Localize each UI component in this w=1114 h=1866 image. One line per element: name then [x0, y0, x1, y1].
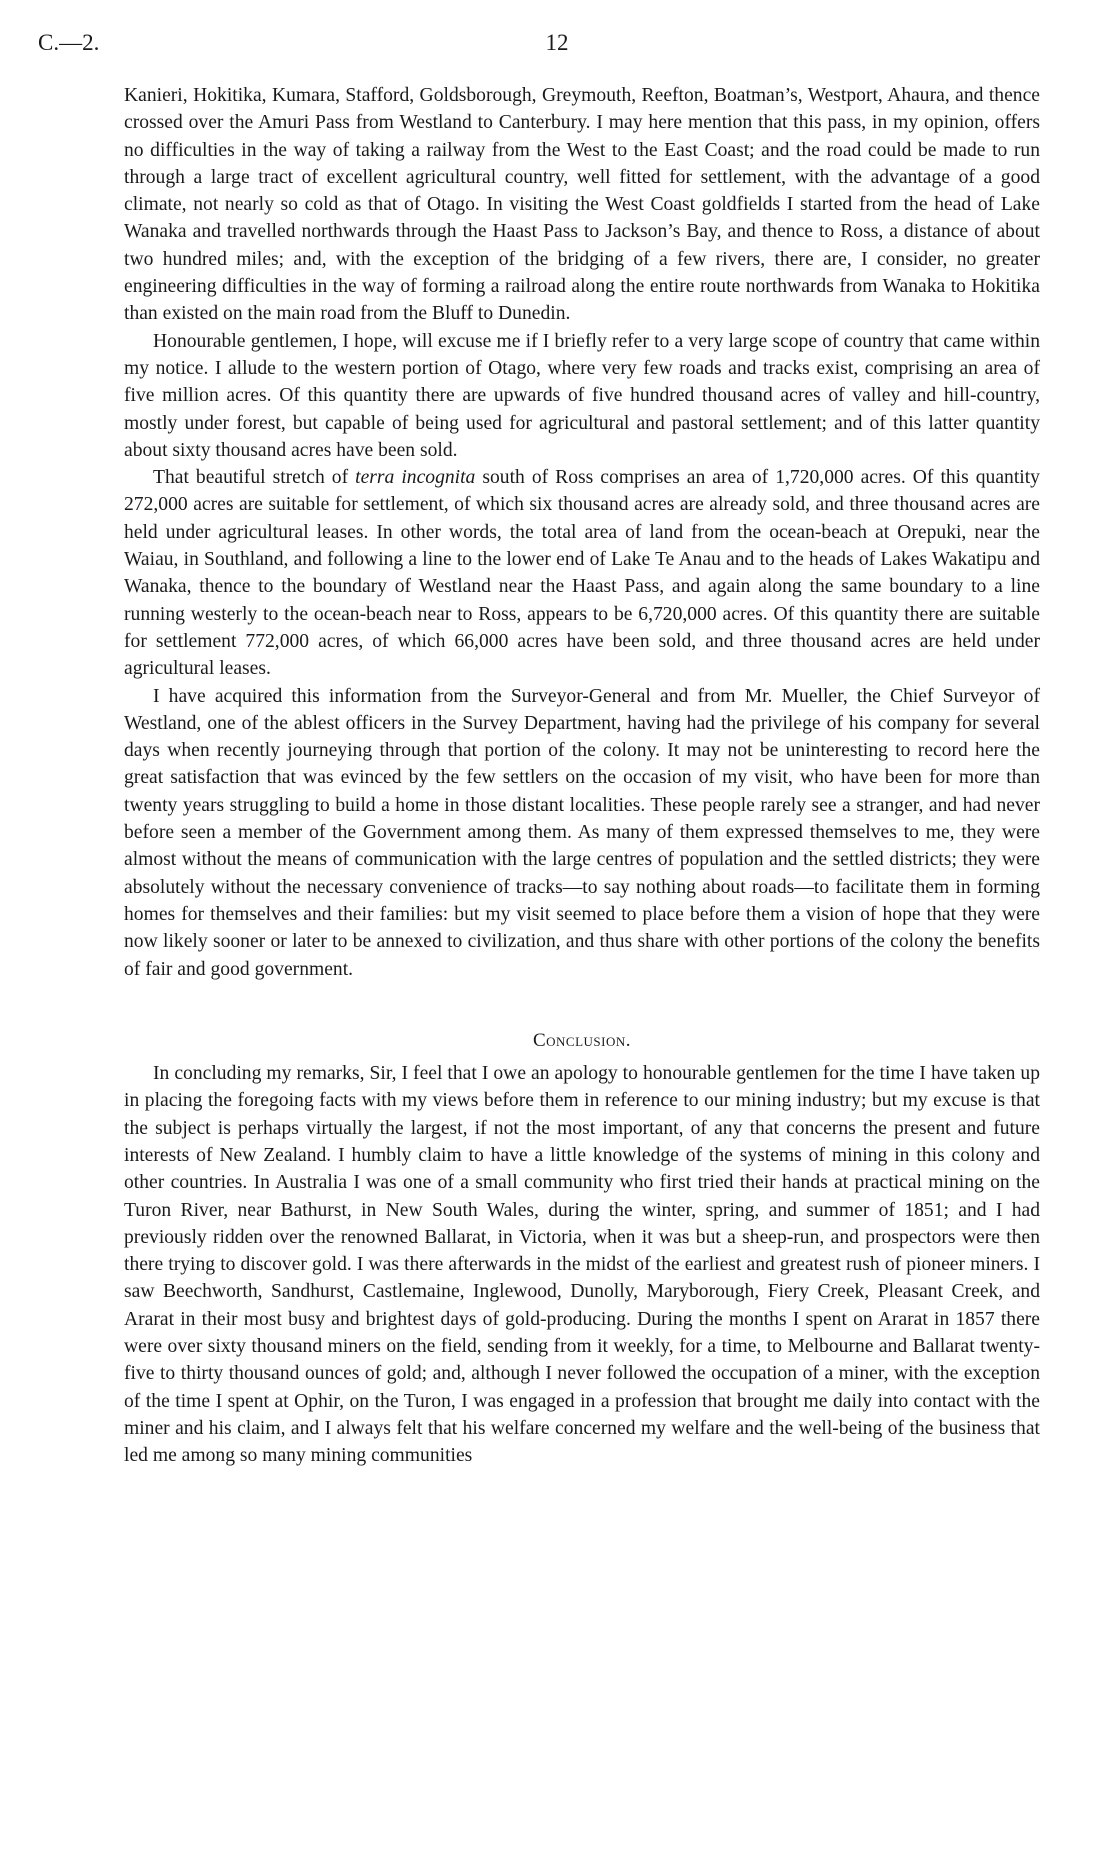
page-header — [38, 30, 1076, 60]
page-number: 12 — [545, 30, 569, 55]
paragraph-3-rest: south of Ross comprises an area of 1,720,000 acres. Of this quantity 272,000 acres are suitable for settlement, of which six thousand acres are already sold, and three thousand acres are held under agricultural leases. In other words, the total area of land from the ocean-beach at Orepuki, near the Waiau, in Southland, and following a line to the lower end of Lake Te Anau and to the heads of Lakes Wakatipu and Wanaka, thence to the boundary of Westland near the Haast Pass, and again along the same boundary to a line running westerly to the ocean-beach near to Ross, appears to be 6,720,000 acres. Of this quantity there are suitable for settlement 772,000 acres, of which 66,000 acres have been sold, and three thousand acres are held under agricultural leases. — [124, 467, 1040, 680]
paragraph-3 — [124, 464, 1040, 682]
document-body — [124, 82, 1040, 1470]
paragraph-5: In concluding my remarks, Sir, I feel that I owe an apology to honourable gentlemen for the time I have taken up in placing the foregoing facts with my views before them in reference to our mining industry; but my excuse is that the subject is perhaps virtually the largest, if not the most important, of any that concerns the present and future interests of New Zealand. I humbly claim to have a little knowledge of the systems of mining in this colony and other countries. In Australia I was one of a small community who first tried their hands at practical mining on the Turon River, near Bathurst, in New South Wales, during the winter, spring, and summer of 1851; and I had previously ridden over the renowned Ballarat, in Victoria, when it was but a sheep-run, and prospectors were then there trying to discover gold. I was there afterwards in the midst of the earliest and greatest rush of pioneer miners. I saw Beechworth, Sandhurst, Castlemaine, Inglewood, Dunolly, Maryborough, Fiery Creek, Pleasant Creek, and Ararat in their most busy and brightest days of gold-producing. During the months I spent on Ararat in 1857 there were over sixty thousand miners on the field, sending from it weekly, for a time, to Melbourne and Ballarat twenty-five to thirty thousand ounces of gold; and, although I never followed the occupation of a miner, with the exception of the time I spent at Ophir, on the Turon, I was engaged in a profession that brought me daily into contact with the miner and his claim, and I always felt that his welfare concerned my welfare and the well-being of the business that led me among so many mining communities — [124, 1063, 1040, 1467]
paragraph-1: Kanieri, Hokitika, Kumara, Stafford, Goldsborough, Greymouth, Reefton, Boatman’s, Westport, Ahaura, and thence crossed over the Amuri Pass from Westland to Canterbury. I may here mention that this pass, in my opinion, offers no difficulties in the way of taking a railway from the West to the East Coast; and the road could be made to run through a large tract of excellent agricultural country, well fitted for settlement, with the advantage of a good climate, not nearly so cold as that of Otago. In visiting the West Coast goldfields I started from the head of Lake Wanaka and travelled northwards through the Haast Pass to Jackson’s Bay, and thence to Ross, a distance of about two hundred miles; and, with the exception of the bridging of a few rivers, there are, I consider, no greater engineering difficulties in the way of forming a railroad along the entire route northwards from Wanaka to Hokitika than existed on the main road from the Bluff to Dunedin. — [124, 85, 1040, 325]
section-heading-conclusion: Conclusion. — [532, 1029, 632, 1051]
paragraph-3-start: That beautiful stretch of — [153, 467, 356, 489]
paragraph-2: Honourable gentlemen, I hope, will excuse me if I briefly refer to a very large scope of country that came within my notice. I allude to the western portion of Otago, where very few roads and tracks exist, comprising an area of five million acres. Of this quantity there are upwards of five hundred thousand acres of valley and hill-country, mostly under forest, but capable of being used for agricultural and pastoral settlement; and of this latter quantity about sixty thousand acres have been sold. — [124, 330, 1040, 461]
document-reference: C.—2. — [38, 30, 100, 55]
paragraph-4: I have acquired this information from the Surveyor-General and from Mr. Mueller, the Chief Surveyor of Westland, one of the ablest officers in the Survey Department, having had the privilege of his company for several days when recently journeying through that portion of the colony. It may not be uninteresting to record here the great satisfaction that was evinced by the few settlers on the occasion of my visit, who have been for more than twenty years struggling to build a home in those distant localities. These people rarely see a stranger, and had never before seen a member of the Government among them. As many of them expressed themselves to me, they were almost without the means of communication with the large centres of population and the settled districts; they were absolutely without the necessary convenience of tracks—to say nothing about roads—to facilitate them in forming homes for themselves and their families: but my visit seemed to place before them a vision of hope that they were now likely sooner or later to be annexed to civilization, and thus share with other portions of the colony the benefits of fair and good government. — [124, 685, 1040, 980]
paragraph-3-italic-phrase: terra incognita — [355, 467, 476, 489]
